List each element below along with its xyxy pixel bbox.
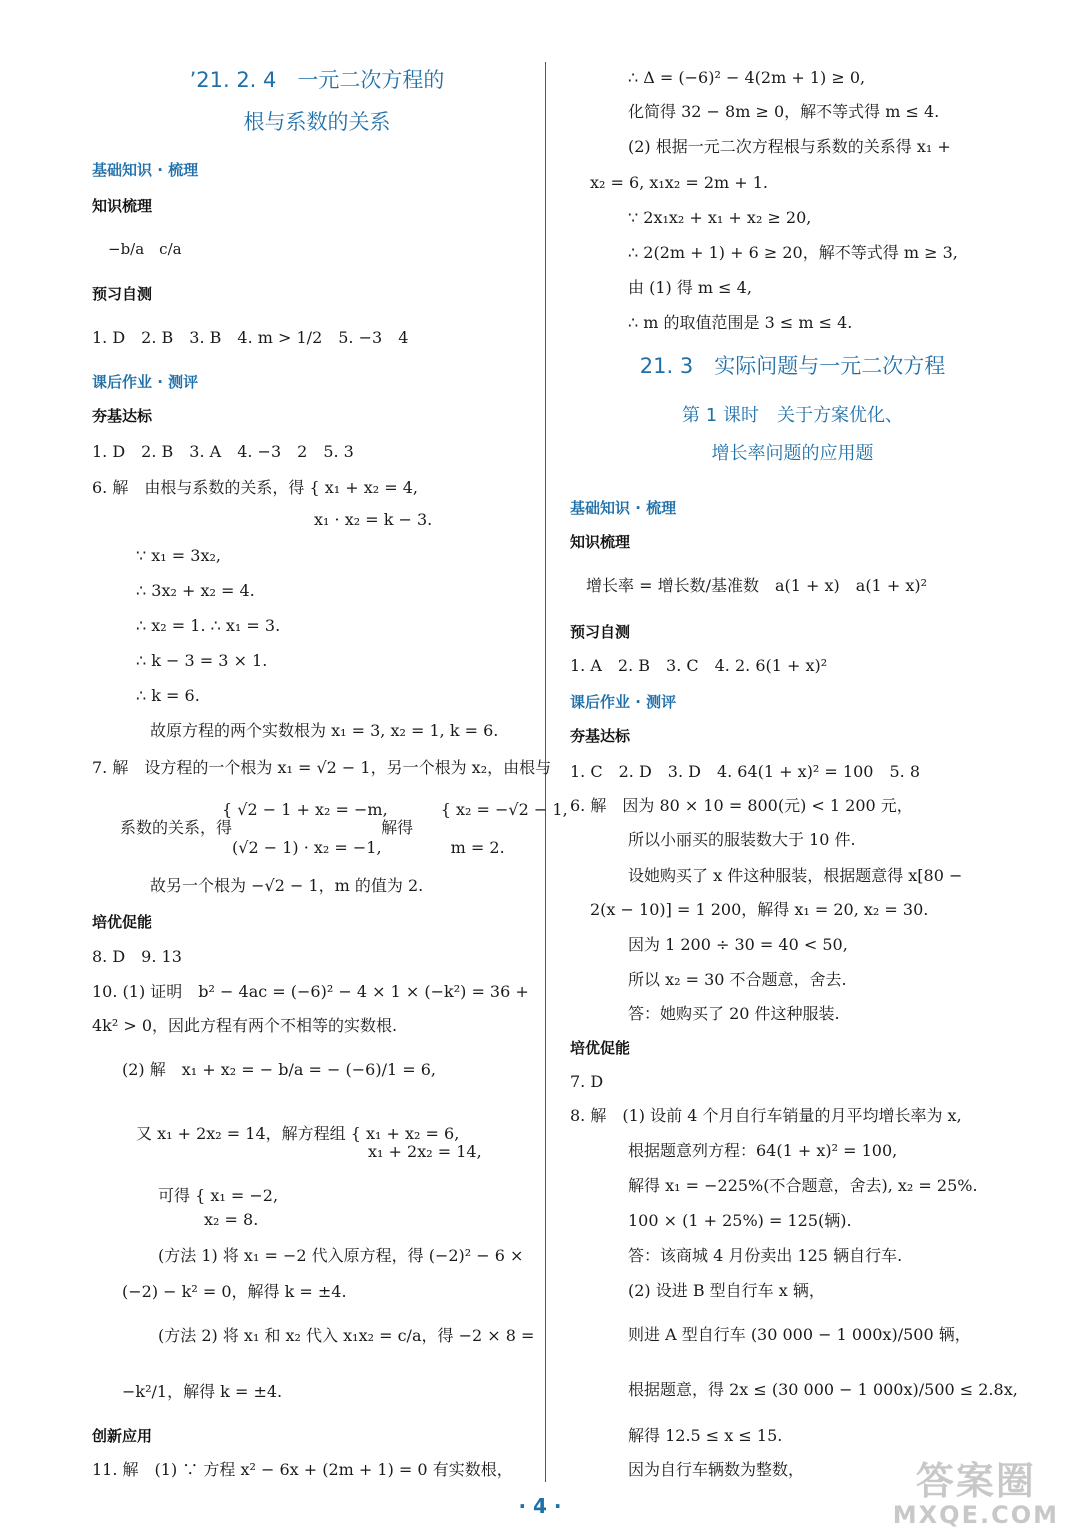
- q7-line: (√2 − 1) · x₂ = −1, m = 2.: [232, 838, 505, 857]
- section-title-21-2-4-line2: 根与系数的关系: [243, 110, 391, 134]
- q10-line: (2) 解 x₁ + x₂ = − b/a = − (−6)/1 = 6,: [122, 1060, 437, 1079]
- q6-line: ∴ 3x₂ + x₂ = 4.: [136, 581, 255, 600]
- heading-preview-test: 预习自测: [92, 285, 153, 303]
- q6-line: 6. 解 由根与系数的关系，得 { x₁ + x₂ = 4,: [92, 478, 419, 497]
- formula-growth-rate: 增长率 = 增长数/基准数 a(1 + x) a(1 + x)²: [586, 576, 927, 595]
- q7-line: 7. 解 设方程的一个根为 x₁ = √2 − 1，另一个根为 x₂，由根与: [92, 758, 552, 777]
- heading-foundation: 夯基达标: [570, 727, 631, 745]
- answers-advanced: 8. D 9. 13: [92, 947, 182, 966]
- watermark-sub: MXQE.COM: [892, 1501, 1059, 1529]
- q6-line: ∴ x₂ = 1. ∴ x₁ = 3.: [136, 616, 281, 635]
- q8-line: 解得 x₁ = −225%(不合题意，舍去), x₂ = 25%.: [628, 1176, 978, 1195]
- q6-line: 所以 x₂ = 30 不合题意，舍去.: [628, 970, 847, 989]
- q6-line: 6. 解 因为 80 × 10 = 800(元) < 1 200 元，: [570, 796, 913, 815]
- q10-line: (−2) − k² = 0，解得 k = ±4.: [122, 1282, 347, 1301]
- q6-line: 设她购买了 x 件这种服装，根据题意得 x[80 −: [628, 866, 963, 885]
- heading-advanced: 培优促能: [92, 913, 153, 931]
- q10-line: 可得 { x₁ = −2,: [158, 1186, 279, 1205]
- q8-line: 答：该商城 4 月份卖出 125 辆自行车.: [628, 1246, 903, 1265]
- heading-advanced: 培优促能: [570, 1039, 631, 1057]
- q10-line: x₁ + 2x₂ = 14,: [368, 1142, 482, 1161]
- q11-cont: ∵ 2x₁x₂ + x₁ + x₂ ≥ 20,: [628, 208, 812, 227]
- heading-basic-knowledge: 基础知识 · 梳理: [92, 161, 199, 179]
- q10-line: 4k² > 0，因此方程有两个不相等的实数根.: [92, 1016, 398, 1035]
- q6-line: 答：她购买了 20 件这种服装.: [628, 1004, 840, 1023]
- answers-advanced: 7. D: [570, 1072, 604, 1091]
- heading-foundation: 夯基达标: [92, 407, 153, 425]
- q10-line: x₂ = 8.: [204, 1210, 259, 1229]
- q7-line: 系数的关系，得 解得: [120, 818, 414, 837]
- page-number: · 4 ·: [518, 1494, 562, 1518]
- q7-line: { √2 − 1 + x₂ = −m, { x₂ = −√2 − 1,: [222, 800, 568, 819]
- q11-cont: 由 (1) 得 m ≤ 4,: [628, 278, 752, 297]
- answers-foundation: 1. C 2. D 3. D 4. 64(1 + x)² = 100 5. 8: [570, 762, 920, 781]
- section-title-21-3: 21. 3 实际问题与一元二次方程: [639, 354, 946, 378]
- q6-line: 因为 1 200 ÷ 30 = 40 < 50,: [628, 935, 848, 954]
- q11-cont: ∴ Δ = (−6)² − 4(2m + 1) ≥ 0,: [628, 68, 866, 87]
- watermark-main: 答案圈: [915, 1459, 1036, 1503]
- q10-line: (方法 2) 将 x₁ 和 x₂ 代入 x₁x₂ = c/a，得 −2 × 8 =: [158, 1326, 535, 1345]
- q8-line: 根据题意，得 2x ≤ (30 000 − 1 000x)/500 ≤ 2.8x,: [628, 1380, 1018, 1399]
- answers-foundation: 1. D 2. B 3. A 4. −3 2 5. 3: [92, 442, 354, 461]
- heading-homework: 课后作业 · 测评: [92, 373, 199, 391]
- section-title-21-2-4: ʼ21. 2. 4 一元二次方程的: [189, 68, 445, 92]
- q8-line: 则进 A 型自行车 (30 000 − 1 000x)/500 辆，: [628, 1325, 971, 1344]
- watermark-logo: [893, 1460, 1059, 1528]
- answers-preview: 1. D 2. B 3. B 4. m > 1/2 5. −3 4: [92, 328, 409, 347]
- q8-line: 解得 12.5 ≤ x ≤ 15.: [628, 1426, 783, 1445]
- q6-line: 2(x − 10)] = 1 200，解得 x₁ = 20, x₂ = 30.: [590, 900, 929, 919]
- q6-line: 所以小丽买的服装数大于 10 件.: [628, 830, 856, 849]
- q11-line: 11. 解 (1) ∵ 方程 x² − 6x + (2m + 1) = 0 有实数根，: [92, 1460, 513, 1479]
- q8-line: 因为自行车辆数为整数，: [628, 1460, 805, 1479]
- heading-knowledge-review: 知识梳理: [92, 197, 153, 215]
- q8-line: 8. 解 (1) 设前 4 个月自行车销量的月平均增长率为 x,: [570, 1106, 962, 1125]
- q11-cont: 化简得 32 − 8m ≥ 0，解不等式得 m ≤ 4.: [628, 102, 940, 121]
- q7-line: 故另一个根为 −√2 − 1，m 的值为 2.: [150, 876, 424, 895]
- q11-cont: ∴ m 的取值范围是 3 ≤ m ≤ 4.: [628, 313, 853, 332]
- q10-line: (方法 1) 将 x₁ = −2 代入原方程，得 (−2)² − 6 ×: [158, 1246, 524, 1265]
- q11-cont: ∴ 2(2m + 1) + 6 ≥ 20，解不等式得 m ≥ 3,: [628, 243, 958, 262]
- q10-line: −k²/1，解得 k = ±4.: [122, 1382, 283, 1401]
- q6-line: 故原方程的两个实数根为 x₁ = 3, x₂ = 1, k = 6.: [150, 721, 499, 740]
- heading-homework: 课后作业 · 测评: [570, 693, 677, 711]
- q8-line: (2) 设进 B 型自行车 x 辆，: [628, 1281, 825, 1300]
- q6-line: ∴ k = 6.: [136, 686, 200, 705]
- q10-line: 又 x₁ + 2x₂ = 14，解方程组 { x₁ + x₂ = 6,: [136, 1124, 460, 1143]
- q6-line: ∵ x₁ = 3x₂,: [136, 546, 221, 565]
- q6-line: ∴ k − 3 = 3 × 1.: [136, 651, 268, 670]
- lesson-title-line2: 增长率问题的应用题: [711, 443, 874, 464]
- q8-line: 根据题意列方程：64(1 + x)² = 100,: [628, 1141, 898, 1160]
- q11-cont: (2) 根据一元二次方程根与系数的关系得 x₁ +: [628, 137, 951, 156]
- q11-cont: x₂ = 6, x₁x₂ = 2m + 1.: [590, 173, 769, 192]
- heading-basic-knowledge: 基础知识 · 梳理: [570, 499, 677, 517]
- heading-knowledge-review: 知识梳理: [570, 533, 631, 551]
- heading-preview-test: 预习自测: [570, 623, 631, 641]
- heading-innovation: 创新应用: [92, 1427, 153, 1445]
- q10-line: 10. (1) 证明 b² − 4ac = (−6)² − 4 × 1 × (−k²) = 36 +: [92, 982, 529, 1001]
- q8-line: 100 × (1 + 25%) = 125(辆).: [628, 1211, 852, 1230]
- formula-fractions: −b/a c/a: [108, 240, 182, 258]
- answers-preview: 1. A 2. B 3. C 4. 2. 6(1 + x)²: [570, 656, 828, 675]
- lesson-title: 第 1 课时 关于方案优化、: [682, 405, 903, 426]
- q6-line: x₁ · x₂ = k − 3.: [314, 510, 433, 529]
